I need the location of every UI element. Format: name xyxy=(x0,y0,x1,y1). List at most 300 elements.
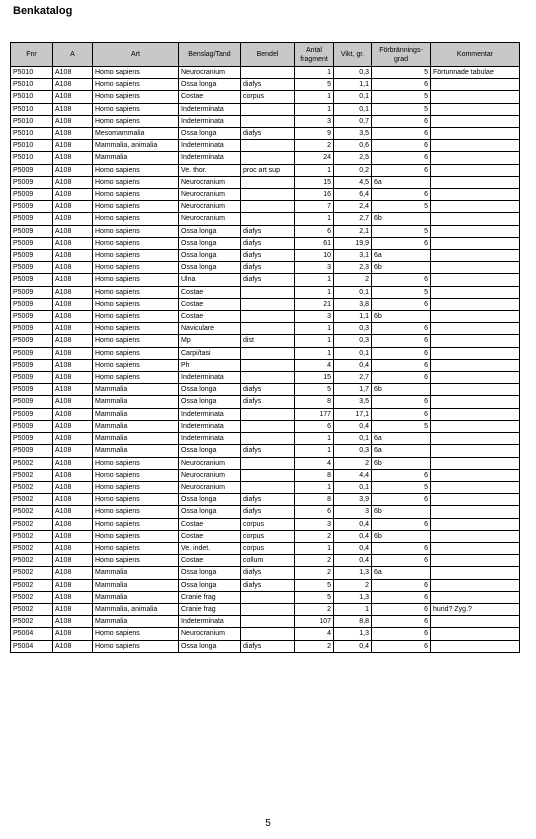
vikt-cell: 0,1 xyxy=(334,103,372,115)
art-cell: Homo sapiens xyxy=(93,530,179,542)
kommentar-cell xyxy=(431,250,520,262)
grad-cell: 5 xyxy=(372,286,431,298)
antal-cell: 1 xyxy=(295,67,334,79)
kommentar-cell xyxy=(431,481,520,493)
antal-cell: 1 xyxy=(295,481,334,493)
benslag-cell: Neurocranium xyxy=(179,628,241,640)
table-row xyxy=(11,262,520,274)
grad-cell: 5 xyxy=(372,225,431,237)
fnr-cell: P5009 xyxy=(11,286,53,298)
art-cell: Homo sapiens xyxy=(93,481,179,493)
benslag-cell: Neurocranium xyxy=(179,457,241,469)
antal-cell: 1 xyxy=(295,103,334,115)
antal-cell: 1 xyxy=(295,274,334,286)
grad-cell: 6 xyxy=(372,579,431,591)
benslag-cell: Neurocranium xyxy=(179,201,241,213)
grad-cell: 6 xyxy=(372,640,431,652)
a-cell: A108 xyxy=(53,347,93,359)
kommentar-cell xyxy=(431,128,520,140)
benslag-cell: Indeterminata xyxy=(179,103,241,115)
kommentar-cell xyxy=(431,518,520,530)
fnr-cell: P5002 xyxy=(11,457,53,469)
antal-cell: 1 xyxy=(295,347,334,359)
grad-cell: 6 xyxy=(372,189,431,201)
table-row xyxy=(11,433,520,445)
grad-cell: 5 xyxy=(372,201,431,213)
fnr-cell: P5009 xyxy=(11,262,53,274)
grad-cell: 6a xyxy=(372,567,431,579)
vikt-cell: 0,1 xyxy=(334,347,372,359)
art-cell: Homo sapiens xyxy=(93,250,179,262)
kommentar-cell xyxy=(431,262,520,274)
kommentar-cell xyxy=(431,91,520,103)
column-header-fnr: Fnr xyxy=(11,43,53,67)
a-cell: A108 xyxy=(53,420,93,432)
fnr-cell: P5002 xyxy=(11,603,53,615)
kommentar-cell xyxy=(431,457,520,469)
vikt-cell: 1 xyxy=(334,603,372,615)
vikt-cell: 1,1 xyxy=(334,79,372,91)
fnr-cell: P5009 xyxy=(11,359,53,371)
grad-cell: 6b xyxy=(372,457,431,469)
fnr-cell: P5009 xyxy=(11,433,53,445)
vikt-cell: 4,4 xyxy=(334,469,372,481)
kommentar-cell xyxy=(431,237,520,249)
benslag-cell: Costae xyxy=(179,286,241,298)
benslag-cell: Indeterminata xyxy=(179,115,241,127)
antal-cell: 4 xyxy=(295,359,334,371)
bendel-cell xyxy=(241,298,295,310)
fnr-cell: P5002 xyxy=(11,481,53,493)
a-cell: A108 xyxy=(53,67,93,79)
table-row xyxy=(11,298,520,310)
bendel-cell: diafys xyxy=(241,250,295,262)
art-cell: Homo sapiens xyxy=(93,115,179,127)
fnr-cell: P5004 xyxy=(11,640,53,652)
a-cell: A108 xyxy=(53,469,93,481)
antal-cell: 8 xyxy=(295,469,334,481)
a-cell: A108 xyxy=(53,445,93,457)
art-cell: Mammalia xyxy=(93,445,179,457)
a-cell: A108 xyxy=(53,201,93,213)
grad-cell: 6 xyxy=(372,140,431,152)
art-cell: Homo sapiens xyxy=(93,201,179,213)
kommentar-cell xyxy=(431,335,520,347)
vikt-cell: 2,1 xyxy=(334,225,372,237)
bendel-cell xyxy=(241,591,295,603)
kommentar-cell xyxy=(431,152,520,164)
benslag-cell: Naviculare xyxy=(179,323,241,335)
benslag-cell: Ossa longa xyxy=(179,128,241,140)
bendel-cell: corpus xyxy=(241,542,295,554)
bendel-cell: diafys xyxy=(241,225,295,237)
table-row xyxy=(11,128,520,140)
table-row xyxy=(11,567,520,579)
vikt-cell: 2,4 xyxy=(334,201,372,213)
bendel-cell xyxy=(241,457,295,469)
bendel-cell xyxy=(241,286,295,298)
art-cell: Homo sapiens xyxy=(93,347,179,359)
a-cell: A108 xyxy=(53,457,93,469)
grad-cell: 5 xyxy=(372,91,431,103)
table-row xyxy=(11,396,520,408)
table-body xyxy=(11,67,520,653)
a-cell: A108 xyxy=(53,542,93,554)
grad-cell: 6 xyxy=(372,298,431,310)
kommentar-cell xyxy=(431,164,520,176)
vikt-cell: 2,3 xyxy=(334,262,372,274)
benslag-cell: Ossa longa xyxy=(179,506,241,518)
antal-cell: 6 xyxy=(295,420,334,432)
table-row xyxy=(11,359,520,371)
art-cell: Homo sapiens xyxy=(93,457,179,469)
bendel-cell xyxy=(241,347,295,359)
antal-cell: 3 xyxy=(295,518,334,530)
vikt-cell: 3,9 xyxy=(334,494,372,506)
benslag-cell: Ossa longa xyxy=(179,396,241,408)
antal-cell: 9 xyxy=(295,128,334,140)
antal-cell: 1 xyxy=(295,164,334,176)
fnr-cell: P5010 xyxy=(11,140,53,152)
grad-cell: 6b xyxy=(372,384,431,396)
table-row xyxy=(11,115,520,127)
table-row xyxy=(11,591,520,603)
kommentar-cell xyxy=(431,445,520,457)
a-cell: A108 xyxy=(53,567,93,579)
art-cell: Homo sapiens xyxy=(93,335,179,347)
benslag-cell: Indeterminata xyxy=(179,372,241,384)
vikt-cell: 3,5 xyxy=(334,396,372,408)
fnr-cell: P5002 xyxy=(11,469,53,481)
art-cell: Mammalia xyxy=(93,408,179,420)
fnr-cell: P5010 xyxy=(11,152,53,164)
bendel-cell xyxy=(241,140,295,152)
art-cell: Homo sapiens xyxy=(93,311,179,323)
table-row xyxy=(11,152,520,164)
kommentar-cell xyxy=(431,616,520,628)
header-row xyxy=(11,43,520,67)
kommentar-cell xyxy=(431,628,520,640)
grad-cell: 6 xyxy=(372,152,431,164)
a-cell: A108 xyxy=(53,164,93,176)
table-row xyxy=(11,201,520,213)
a-cell: A108 xyxy=(53,152,93,164)
benslag-cell: Neurocranium xyxy=(179,67,241,79)
kommentar-cell xyxy=(431,103,520,115)
table-row xyxy=(11,420,520,432)
vikt-cell: 0,4 xyxy=(334,555,372,567)
antal-cell: 3 xyxy=(295,262,334,274)
kommentar-cell xyxy=(431,372,520,384)
vikt-cell: 3 xyxy=(334,506,372,518)
benslag-cell: Cranie frag xyxy=(179,603,241,615)
grad-cell: 6 xyxy=(372,628,431,640)
kommentar-cell xyxy=(431,579,520,591)
table-row xyxy=(11,445,520,457)
fnr-cell: P5010 xyxy=(11,103,53,115)
bendel-cell: diafys xyxy=(241,494,295,506)
column-header-bendel: Bendel xyxy=(241,43,295,67)
table-row xyxy=(11,189,520,201)
a-cell: A108 xyxy=(53,433,93,445)
bendel-cell: dist xyxy=(241,335,295,347)
bendel-cell xyxy=(241,469,295,481)
table-row xyxy=(11,140,520,152)
a-cell: A108 xyxy=(53,579,93,591)
grad-cell: 6 xyxy=(372,408,431,420)
a-cell: A108 xyxy=(53,408,93,420)
antal-cell: 1 xyxy=(295,433,334,445)
bendel-cell xyxy=(241,616,295,628)
bendel-cell xyxy=(241,433,295,445)
fnr-cell: P5009 xyxy=(11,176,53,188)
grad-cell: 6 xyxy=(372,128,431,140)
fnr-cell: P5010 xyxy=(11,128,53,140)
table-row xyxy=(11,518,520,530)
grad-cell: 6 xyxy=(372,372,431,384)
column-header-antal-fragment: Antal fragment xyxy=(295,43,334,67)
antal-cell: 7 xyxy=(295,201,334,213)
antal-cell: 177 xyxy=(295,408,334,420)
table-row xyxy=(11,530,520,542)
antal-cell: 2 xyxy=(295,603,334,615)
vikt-cell: 1,3 xyxy=(334,567,372,579)
table-row xyxy=(11,457,520,469)
bendel-cell: diafys xyxy=(241,579,295,591)
kommentar-cell: Förtunnade tabulae xyxy=(431,67,520,79)
art-cell: Homo sapiens xyxy=(93,176,179,188)
a-cell: A108 xyxy=(53,603,93,615)
table-row xyxy=(11,640,520,652)
antal-cell: 1 xyxy=(295,91,334,103)
art-cell: Homo sapiens xyxy=(93,237,179,249)
a-cell: A108 xyxy=(53,359,93,371)
fnr-cell: P5009 xyxy=(11,420,53,432)
antal-cell: 1 xyxy=(295,335,334,347)
fnr-cell: P5002 xyxy=(11,518,53,530)
bendel-cell xyxy=(241,603,295,615)
table-row xyxy=(11,481,520,493)
benslag-cell: Ossa longa xyxy=(179,579,241,591)
a-cell: A108 xyxy=(53,103,93,115)
table-row xyxy=(11,67,520,79)
vikt-cell: 1,1 xyxy=(334,311,372,323)
grad-cell: 6 xyxy=(372,603,431,615)
vikt-cell: 0,4 xyxy=(334,518,372,530)
antal-cell: 5 xyxy=(295,384,334,396)
antal-cell: 3 xyxy=(295,115,334,127)
grad-cell: 6a xyxy=(372,250,431,262)
a-cell: A108 xyxy=(53,128,93,140)
fnr-cell: P5009 xyxy=(11,372,53,384)
bendel-cell xyxy=(241,201,295,213)
vikt-cell: 1,3 xyxy=(334,628,372,640)
kommentar-cell xyxy=(431,225,520,237)
kommentar-cell xyxy=(431,384,520,396)
vikt-cell: 2,5 xyxy=(334,152,372,164)
antal-cell: 21 xyxy=(295,298,334,310)
a-cell: A108 xyxy=(53,225,93,237)
art-cell: Homo sapiens xyxy=(93,298,179,310)
vikt-cell: 2,7 xyxy=(334,213,372,225)
a-cell: A108 xyxy=(53,311,93,323)
a-cell: A108 xyxy=(53,396,93,408)
grad-cell: 6 xyxy=(372,115,431,127)
antal-cell: 2 xyxy=(295,555,334,567)
grad-cell: 6a xyxy=(372,433,431,445)
table-row xyxy=(11,311,520,323)
benslag-cell: Costae xyxy=(179,91,241,103)
column-header-benslag-tand: Benslag/Tand xyxy=(179,43,241,67)
document-title: Benkatalog xyxy=(13,5,73,17)
benslag-cell: Ulna xyxy=(179,274,241,286)
grad-cell: 6 xyxy=(372,335,431,347)
grad-cell: 6 xyxy=(372,616,431,628)
column-header-a: A xyxy=(53,43,93,67)
vikt-cell: 4,5 xyxy=(334,176,372,188)
a-cell: A108 xyxy=(53,250,93,262)
table-row xyxy=(11,250,520,262)
grad-cell: 5 xyxy=(372,103,431,115)
art-cell: Homo sapiens xyxy=(93,555,179,567)
table-row xyxy=(11,494,520,506)
benslag-cell: Ve. indet. xyxy=(179,542,241,554)
grad-cell: 6 xyxy=(372,469,431,481)
kommentar-cell xyxy=(431,79,520,91)
table-row xyxy=(11,213,520,225)
antal-cell: 24 xyxy=(295,152,334,164)
grad-cell: 6 xyxy=(372,359,431,371)
grad-cell: 6 xyxy=(372,323,431,335)
kommentar-cell: hund? Zyg.? xyxy=(431,603,520,615)
a-cell: A108 xyxy=(53,506,93,518)
benslag-cell: Ossa longa xyxy=(179,237,241,249)
bendel-cell: diafys xyxy=(241,79,295,91)
table-row xyxy=(11,176,520,188)
a-cell: A108 xyxy=(53,176,93,188)
a-cell: A108 xyxy=(53,481,93,493)
fnr-cell: P5009 xyxy=(11,384,53,396)
table-row xyxy=(11,225,520,237)
art-cell: Mammalia, animalia xyxy=(93,603,179,615)
a-cell: A108 xyxy=(53,640,93,652)
vikt-cell: 17,1 xyxy=(334,408,372,420)
art-cell: Homo sapiens xyxy=(93,91,179,103)
benslag-cell: Carpi/tasi xyxy=(179,347,241,359)
kommentar-cell xyxy=(431,542,520,554)
kommentar-cell xyxy=(431,201,520,213)
grad-cell: 6 xyxy=(372,396,431,408)
a-cell: A108 xyxy=(53,335,93,347)
art-cell: Mammalia, animalia xyxy=(93,140,179,152)
kommentar-cell xyxy=(431,140,520,152)
art-cell: Homo sapiens xyxy=(93,103,179,115)
vikt-cell: 2,7 xyxy=(334,372,372,384)
benslag-cell: Indeterminata xyxy=(179,433,241,445)
table-row xyxy=(11,616,520,628)
art-cell: Mammalia xyxy=(93,384,179,396)
bendel-cell xyxy=(241,323,295,335)
kommentar-cell xyxy=(431,555,520,567)
a-cell: A108 xyxy=(53,494,93,506)
benslag-cell: Ossa longa xyxy=(179,494,241,506)
a-cell: A108 xyxy=(53,140,93,152)
bendel-cell xyxy=(241,67,295,79)
table-row xyxy=(11,164,520,176)
benslag-cell: Neurocranium xyxy=(179,189,241,201)
fnr-cell: P5002 xyxy=(11,506,53,518)
benslag-cell: Costae xyxy=(179,311,241,323)
bendel-cell xyxy=(241,359,295,371)
a-cell: A108 xyxy=(53,91,93,103)
art-cell: Homo sapiens xyxy=(93,628,179,640)
a-cell: A108 xyxy=(53,384,93,396)
grad-cell: 6 xyxy=(372,591,431,603)
antal-cell: 8 xyxy=(295,396,334,408)
bendel-cell: diafys xyxy=(241,384,295,396)
art-cell: Mammalia xyxy=(93,420,179,432)
antal-cell: 2 xyxy=(295,140,334,152)
art-cell: Mammalia xyxy=(93,433,179,445)
kommentar-cell xyxy=(431,311,520,323)
art-cell: Homo sapiens xyxy=(93,189,179,201)
benslag-cell: Ossa longa xyxy=(179,384,241,396)
vikt-cell: 0,4 xyxy=(334,542,372,554)
vikt-cell: 0,3 xyxy=(334,67,372,79)
bendel-cell xyxy=(241,213,295,225)
benslag-cell: Indeterminata xyxy=(179,408,241,420)
art-cell: Homo sapiens xyxy=(93,225,179,237)
antal-cell: 16 xyxy=(295,189,334,201)
bendel-cell: collum xyxy=(241,555,295,567)
a-cell: A108 xyxy=(53,628,93,640)
art-cell: Homo sapiens xyxy=(93,286,179,298)
fnr-cell: P5009 xyxy=(11,274,53,286)
antal-cell: 6 xyxy=(295,506,334,518)
fnr-cell: P5002 xyxy=(11,555,53,567)
table-row xyxy=(11,603,520,615)
grad-cell: 6b xyxy=(372,506,431,518)
benslag-cell: Ossa longa xyxy=(179,640,241,652)
kommentar-cell xyxy=(431,396,520,408)
fnr-cell: P5009 xyxy=(11,396,53,408)
benslag-cell: Neurocranium xyxy=(179,176,241,188)
benslag-cell: Ossa longa xyxy=(179,79,241,91)
grad-cell: 6 xyxy=(372,237,431,249)
fnr-cell: P5009 xyxy=(11,298,53,310)
a-cell: A108 xyxy=(53,115,93,127)
fnr-cell: P5004 xyxy=(11,628,53,640)
antal-cell: 2 xyxy=(295,567,334,579)
vikt-cell: 0,6 xyxy=(334,140,372,152)
table-row xyxy=(11,103,520,115)
bendel-cell xyxy=(241,628,295,640)
bendel-cell: diafys xyxy=(241,237,295,249)
bendel-cell: corpus xyxy=(241,530,295,542)
table-row xyxy=(11,335,520,347)
bendel-cell: corpus xyxy=(241,91,295,103)
bendel-cell: diafys xyxy=(241,567,295,579)
vikt-cell: 0,4 xyxy=(334,640,372,652)
antal-cell: 6 xyxy=(295,225,334,237)
fnr-cell: P5009 xyxy=(11,323,53,335)
bendel-cell xyxy=(241,481,295,493)
bone-catalog-table xyxy=(10,42,520,653)
vikt-cell: 1,7 xyxy=(334,384,372,396)
art-cell: Homo sapiens xyxy=(93,506,179,518)
table-row xyxy=(11,347,520,359)
art-cell: Mammalia xyxy=(93,579,179,591)
